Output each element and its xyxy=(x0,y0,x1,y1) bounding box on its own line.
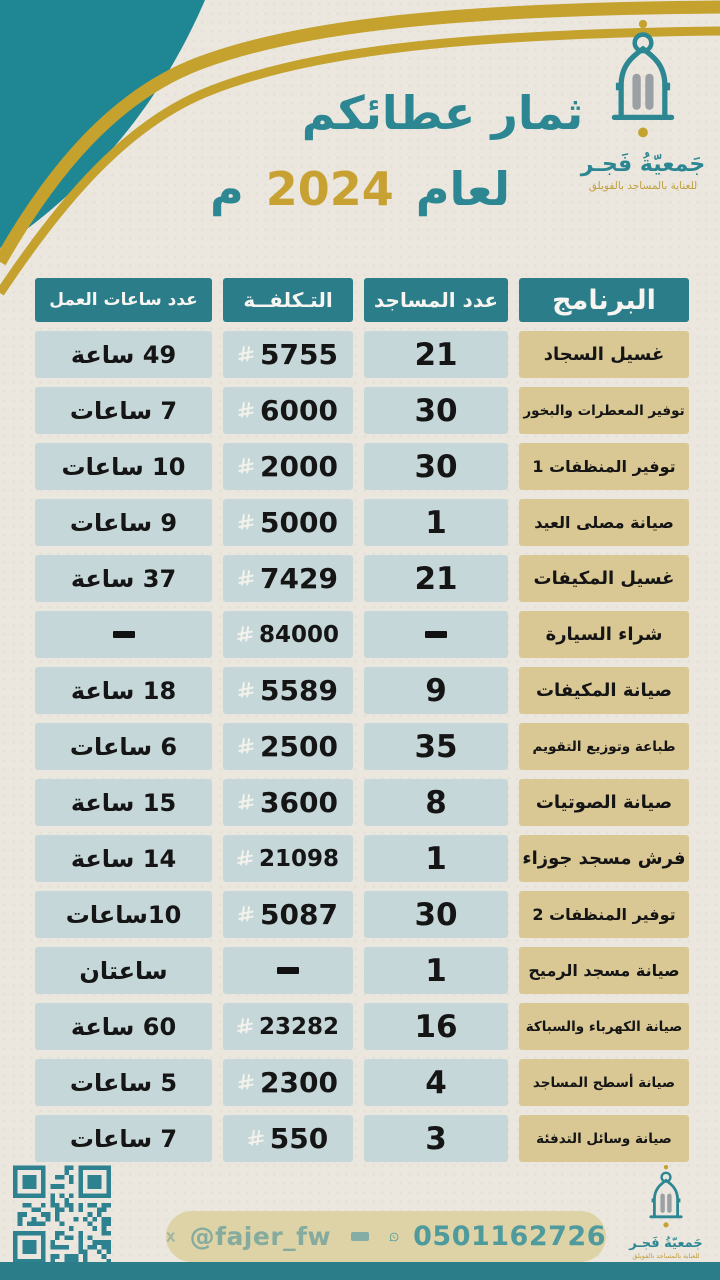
cell-program-row1: غسيل السجاد xyxy=(519,331,689,378)
saudi-riyal-symbol xyxy=(248,1129,264,1149)
saudi-riyal-symbol xyxy=(237,849,253,869)
cell-mosques-row9: 8 xyxy=(364,779,508,826)
cell-mosques-row5: 21 xyxy=(364,555,508,602)
saudi-riyal-symbol xyxy=(238,737,254,757)
cell-hours-row7: 18 ساعة xyxy=(35,667,212,714)
brand-logo-bottom xyxy=(616,1164,716,1260)
brand-tagline: للعناية بالمساجد بالفويلق xyxy=(632,1252,700,1260)
cell-hours-row1: 49 ساعة xyxy=(35,331,212,378)
cell-cost-row9: 3600 xyxy=(223,779,353,826)
programs-table xyxy=(35,278,689,1162)
cell-cost-row6: 84000 xyxy=(223,611,353,658)
cell-hours-row2: 7 ساعات xyxy=(35,387,212,434)
cell-program-row8: طباعة وتوزيع التقويم xyxy=(519,723,689,770)
cell-hours-row4: 9 ساعات xyxy=(35,499,212,546)
cell-program-row9: صيانة الصوتيات xyxy=(519,779,689,826)
cell-program-row6: شراء السيارة xyxy=(519,611,689,658)
cell-mosques-row12: 1 xyxy=(364,947,508,994)
cell-hours-row5: 37 ساعة xyxy=(35,555,212,602)
cell-cost-row1: 5755 xyxy=(223,331,353,378)
empty-dash xyxy=(425,631,447,638)
cell-cost-row5: 7429 xyxy=(223,555,353,602)
qr-code[interactable] xyxy=(13,1163,111,1270)
saudi-riyal-symbol xyxy=(238,345,254,365)
cell-cost-row10: 21098 xyxy=(223,835,353,882)
cell-program-row2: توفير المعطرات والبخور xyxy=(519,387,689,434)
cell-mosques-row10: 1 xyxy=(364,835,508,882)
cell-hours-row9: 15 ساعة xyxy=(35,779,212,826)
pill-divider xyxy=(351,1232,369,1241)
cell-cost-row11: 5087 xyxy=(223,891,353,938)
column-header-cost: التـكلفــة xyxy=(223,278,353,322)
cell-hours-row14: 5 ساعات xyxy=(35,1059,212,1106)
cell-hours-row3: 10 ساعات xyxy=(35,443,212,490)
cell-mosques-row13: 16 xyxy=(364,1003,508,1050)
cell-mosques-row4: 1 xyxy=(364,499,508,546)
cell-hours-row11: 10ساعات xyxy=(35,891,212,938)
cell-mosques-row15: 3 xyxy=(364,1115,508,1162)
cell-hours-row8: 6 ساعات xyxy=(35,723,212,770)
x-handle[interactable]: @fajer_fw xyxy=(189,1222,332,1251)
cell-mosques-row3: 30 xyxy=(364,443,508,490)
cell-mosques-row7: 9 xyxy=(364,667,508,714)
column-header-mosques: عدد المساجد xyxy=(364,278,508,322)
saudi-riyal-symbol xyxy=(238,513,254,533)
minaret-icon xyxy=(638,1164,694,1232)
cell-cost-row2: 6000 xyxy=(223,387,353,434)
cell-mosques-row2: 30 xyxy=(364,387,508,434)
cell-program-row12: صيانة مسجد الرميح xyxy=(519,947,689,994)
empty-dash xyxy=(277,967,299,974)
cell-program-row7: صيانة المكيفات xyxy=(519,667,689,714)
title-word-laam: لعام xyxy=(415,162,510,216)
cell-hours-row10: 14 ساعة xyxy=(35,835,212,882)
cell-program-row15: صيانة وسائل التدفئة xyxy=(519,1115,689,1162)
cell-program-row10: فرش مسجد جوزاء xyxy=(519,835,689,882)
contact-pill xyxy=(166,1211,606,1262)
brand-logo-top xyxy=(568,18,718,192)
cell-program-row5: غسيل المكيفات xyxy=(519,555,689,602)
page-title-line2 xyxy=(140,162,580,216)
title-year: 2024 xyxy=(265,162,394,216)
x-twitter-icon[interactable] xyxy=(166,1223,176,1251)
whatsapp-icon[interactable] xyxy=(389,1222,399,1252)
cell-mosques-row8: 35 xyxy=(364,723,508,770)
cell-cost-row4: 5000 xyxy=(223,499,353,546)
cell-cost-row12 xyxy=(223,947,353,994)
column-header-program: البرنامج xyxy=(519,278,689,322)
empty-dash xyxy=(113,631,135,638)
saudi-riyal-symbol xyxy=(238,905,254,925)
cell-cost-row13: 23282 xyxy=(223,1003,353,1050)
brand-name: جَمعيّةُ فَجـر xyxy=(580,152,706,177)
saudi-riyal-symbol xyxy=(238,401,254,421)
saudi-riyal-symbol xyxy=(238,681,254,701)
saudi-riyal-symbol xyxy=(237,625,253,645)
cell-cost-row14: 2300 xyxy=(223,1059,353,1106)
saudi-riyal-symbol xyxy=(238,793,254,813)
cell-hours-row12: ساعتان xyxy=(35,947,212,994)
cell-program-row13: صيانة الكهرباء والسباكة xyxy=(519,1003,689,1050)
cell-hours-row6 xyxy=(35,611,212,658)
cell-mosques-row6 xyxy=(364,611,508,658)
cell-mosques-row14: 4 xyxy=(364,1059,508,1106)
cell-cost-row3: 2000 xyxy=(223,443,353,490)
minaret-icon xyxy=(590,18,696,146)
cell-program-row4: صيانة مصلى العيد xyxy=(519,499,689,546)
cell-program-row3: توفير المنظفات 1 xyxy=(519,443,689,490)
saudi-riyal-symbol xyxy=(238,1073,254,1093)
cell-mosques-row1: 21 xyxy=(364,331,508,378)
cell-cost-row15: 550 xyxy=(223,1115,353,1162)
saudi-riyal-symbol xyxy=(237,1017,253,1037)
cell-hours-row15: 7 ساعات xyxy=(35,1115,212,1162)
cell-cost-row8: 2500 xyxy=(223,723,353,770)
column-header-hours: عدد ساعات العمل xyxy=(35,278,212,322)
brand-name: جَمعيّةُ فَجـر xyxy=(629,1236,703,1251)
phone-number[interactable]: 0501162726 xyxy=(413,1221,606,1252)
title-suffix: م xyxy=(209,162,244,216)
brand-tagline: للعناية بالمساجد بالفويلق xyxy=(588,180,698,192)
cell-program-row14: صيانة أسطح المساجد xyxy=(519,1059,689,1106)
saudi-riyal-symbol xyxy=(238,457,254,477)
cell-mosques-row11: 30 xyxy=(364,891,508,938)
page-title-line1: ثمار عطائكم xyxy=(301,86,584,140)
cell-cost-row7: 5589 xyxy=(223,667,353,714)
cell-hours-row13: 60 ساعة xyxy=(35,1003,212,1050)
cell-program-row11: توفير المنظفات 2 xyxy=(519,891,689,938)
bottom-teal-bar xyxy=(0,1262,720,1280)
saudi-riyal-symbol xyxy=(238,569,254,589)
